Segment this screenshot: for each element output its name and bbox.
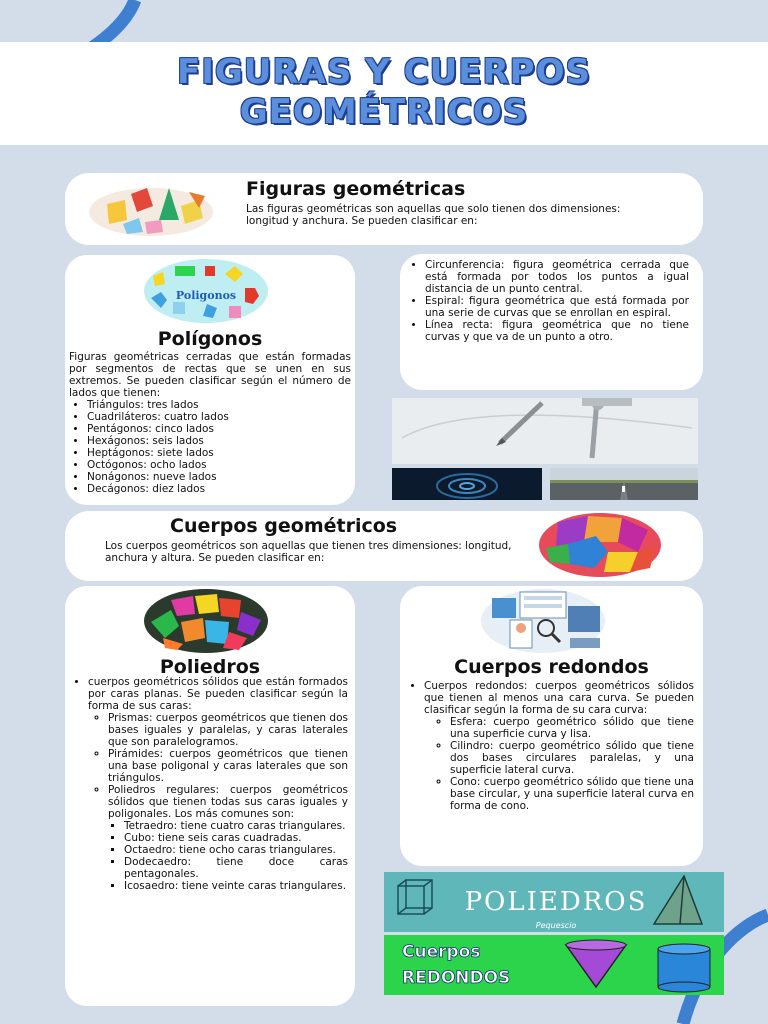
redondos-list bbox=[406, 680, 694, 716]
regulares-list bbox=[108, 820, 348, 892]
otra-figura-item: • Línea recta: figura geométrica que no tiene curvas y que va de un punto a otro. bbox=[425, 319, 689, 343]
photo-compass bbox=[392, 398, 698, 464]
regulares-text: Poliedros regulares: cuerpos geométricos sólidos que tienen todas sus caras iguales y poligonales. Los más comunes son: bbox=[108, 784, 348, 820]
photo-spiral bbox=[392, 468, 542, 500]
otras-figuras-list bbox=[407, 259, 689, 343]
redondos-heading: Cuerpos redondos bbox=[454, 656, 649, 678]
regular-item: ▪ Cubo: tiene seis caras cuadradas. bbox=[124, 832, 348, 844]
shapes-3d-image bbox=[87, 184, 215, 236]
page-title bbox=[0, 52, 768, 132]
poligono-item: • Cuadriláteros: cuatro lados bbox=[87, 411, 351, 423]
poliedros-banner-sub: Pequescio bbox=[535, 921, 577, 930]
poligono-item: • Hexágonos: seis lados bbox=[87, 435, 351, 447]
redondos-banner-line1: Cuerpos bbox=[402, 942, 481, 962]
otra-figura-item: • Circunferencia: figura geométrica cerrada que está formada por todos los puntos a igual distancia de un punto central. bbox=[425, 259, 689, 295]
prismas-item: ◦ Prismas: cuerpos geométricos que tienen dos bases iguales y paralelas, y caras laterales que son paralelogramos. bbox=[108, 712, 348, 748]
otras-figuras-text bbox=[407, 259, 689, 343]
polygons-image bbox=[143, 258, 269, 324]
poligono-item: • Heptágonos: siete lados bbox=[87, 447, 351, 459]
poliedros-banner-text: POLIEDROS bbox=[464, 887, 648, 917]
poliedros-list bbox=[70, 676, 348, 712]
poligono-item: • Octógonos: ocho lados bbox=[87, 459, 351, 471]
piramides-item: ◦ Pirámides: cuerpos geométricos que tienen una base poligonal y caras laterales que son triángulos. bbox=[108, 748, 348, 784]
poliedros-sublist bbox=[70, 712, 348, 892]
poligonos-text bbox=[69, 351, 351, 495]
poligonos-heading: Polígonos bbox=[157, 328, 263, 350]
poligono-item: • Pentágonos: cinco lados bbox=[87, 423, 351, 435]
figuras-heading: Figuras geométricas bbox=[246, 178, 466, 200]
otra-figura-item: • Espiral: figura geométrica que está formada por una serie de curvas que se enrollan en espiral. bbox=[425, 295, 689, 319]
title-line-1: FIGURAS Y CUERPOS bbox=[177, 52, 591, 92]
regular-item: ▪ Octaedro: tiene ocho caras triangulares. bbox=[124, 844, 348, 856]
redondo-item: ◦ Esfera: cuerpo geométrico sólido que tiene una superficie curva y lisa. bbox=[450, 716, 694, 740]
poliedros-banner bbox=[384, 872, 724, 932]
regulares-item bbox=[108, 784, 348, 892]
poligonos-description: Figuras geométricas cerradas que están formadas por segmentos de rectas que se unen en sus extremos. Se pueden clasificar según el número de lados que tienen: bbox=[69, 351, 351, 399]
cuerpos-text: Los cuerpos geométricos son aquellas que tienen tres dimensiones: longitud, anchura y altura. Se pueden clasificar en: bbox=[105, 540, 512, 564]
poliedros-intro: • cuerpos geométricos sólidos que están formados por caras planas. Se pueden clasificar según la forma de sus caras: bbox=[88, 676, 348, 712]
poliedros-heading: Poliedros bbox=[159, 656, 261, 678]
poligono-item: • Triángulos: tres lados bbox=[87, 399, 351, 411]
redondos-banner-line2: REDONDOS bbox=[402, 968, 511, 988]
poligono-item: • Nonágonos: nueve lados bbox=[87, 471, 351, 483]
photo-road bbox=[550, 468, 698, 500]
title-line-2: GEOMÉTRICOS bbox=[239, 92, 529, 132]
regular-item: ▪ Tetraedro: tiene cuatro caras triangulares. bbox=[124, 820, 348, 832]
poligono-item: • Decágonos: diez lados bbox=[87, 483, 351, 495]
redondos-sublist bbox=[406, 716, 694, 812]
redondos-banner bbox=[384, 935, 724, 995]
redondo-item: ◦ Cono: cuerpo geométrico sólido que tiene una base circular, y una superficie lateral curva en forma de cono. bbox=[450, 776, 694, 812]
figuras-text: Las figuras geométricas son aquellas que solo tienen dos dimensiones: longitud y anchura. Se pueden clasificar en: bbox=[246, 203, 621, 227]
cuerpos-heading: Cuerpos geométricos bbox=[170, 515, 398, 537]
poliedros-text bbox=[70, 676, 348, 892]
polygons-image-label: Poligonos bbox=[175, 289, 237, 302]
regular-item: ▪ Icosaedro: tiene veinte caras triangulares. bbox=[124, 880, 348, 892]
redondos-intro: • Cuerpos redondos: cuerpos geométricos sólidos que tienen al menos una cara curva. Se pueden clasificar según la forma de su cara curva: bbox=[424, 680, 694, 716]
redondo-item: ◦ Cilindro: cuerpo geométrico sólido que tiene dos bases circulares paralelas, y una superficie lateral curva. bbox=[450, 740, 694, 776]
gems-image bbox=[143, 588, 269, 654]
polyhedra-image bbox=[538, 512, 662, 578]
regular-item: ▪ Dodecaedro: tiene doce caras pentagonales. bbox=[124, 856, 348, 880]
poligonos-list bbox=[69, 399, 351, 495]
study-image bbox=[480, 588, 606, 654]
redondos-text bbox=[406, 680, 694, 812]
